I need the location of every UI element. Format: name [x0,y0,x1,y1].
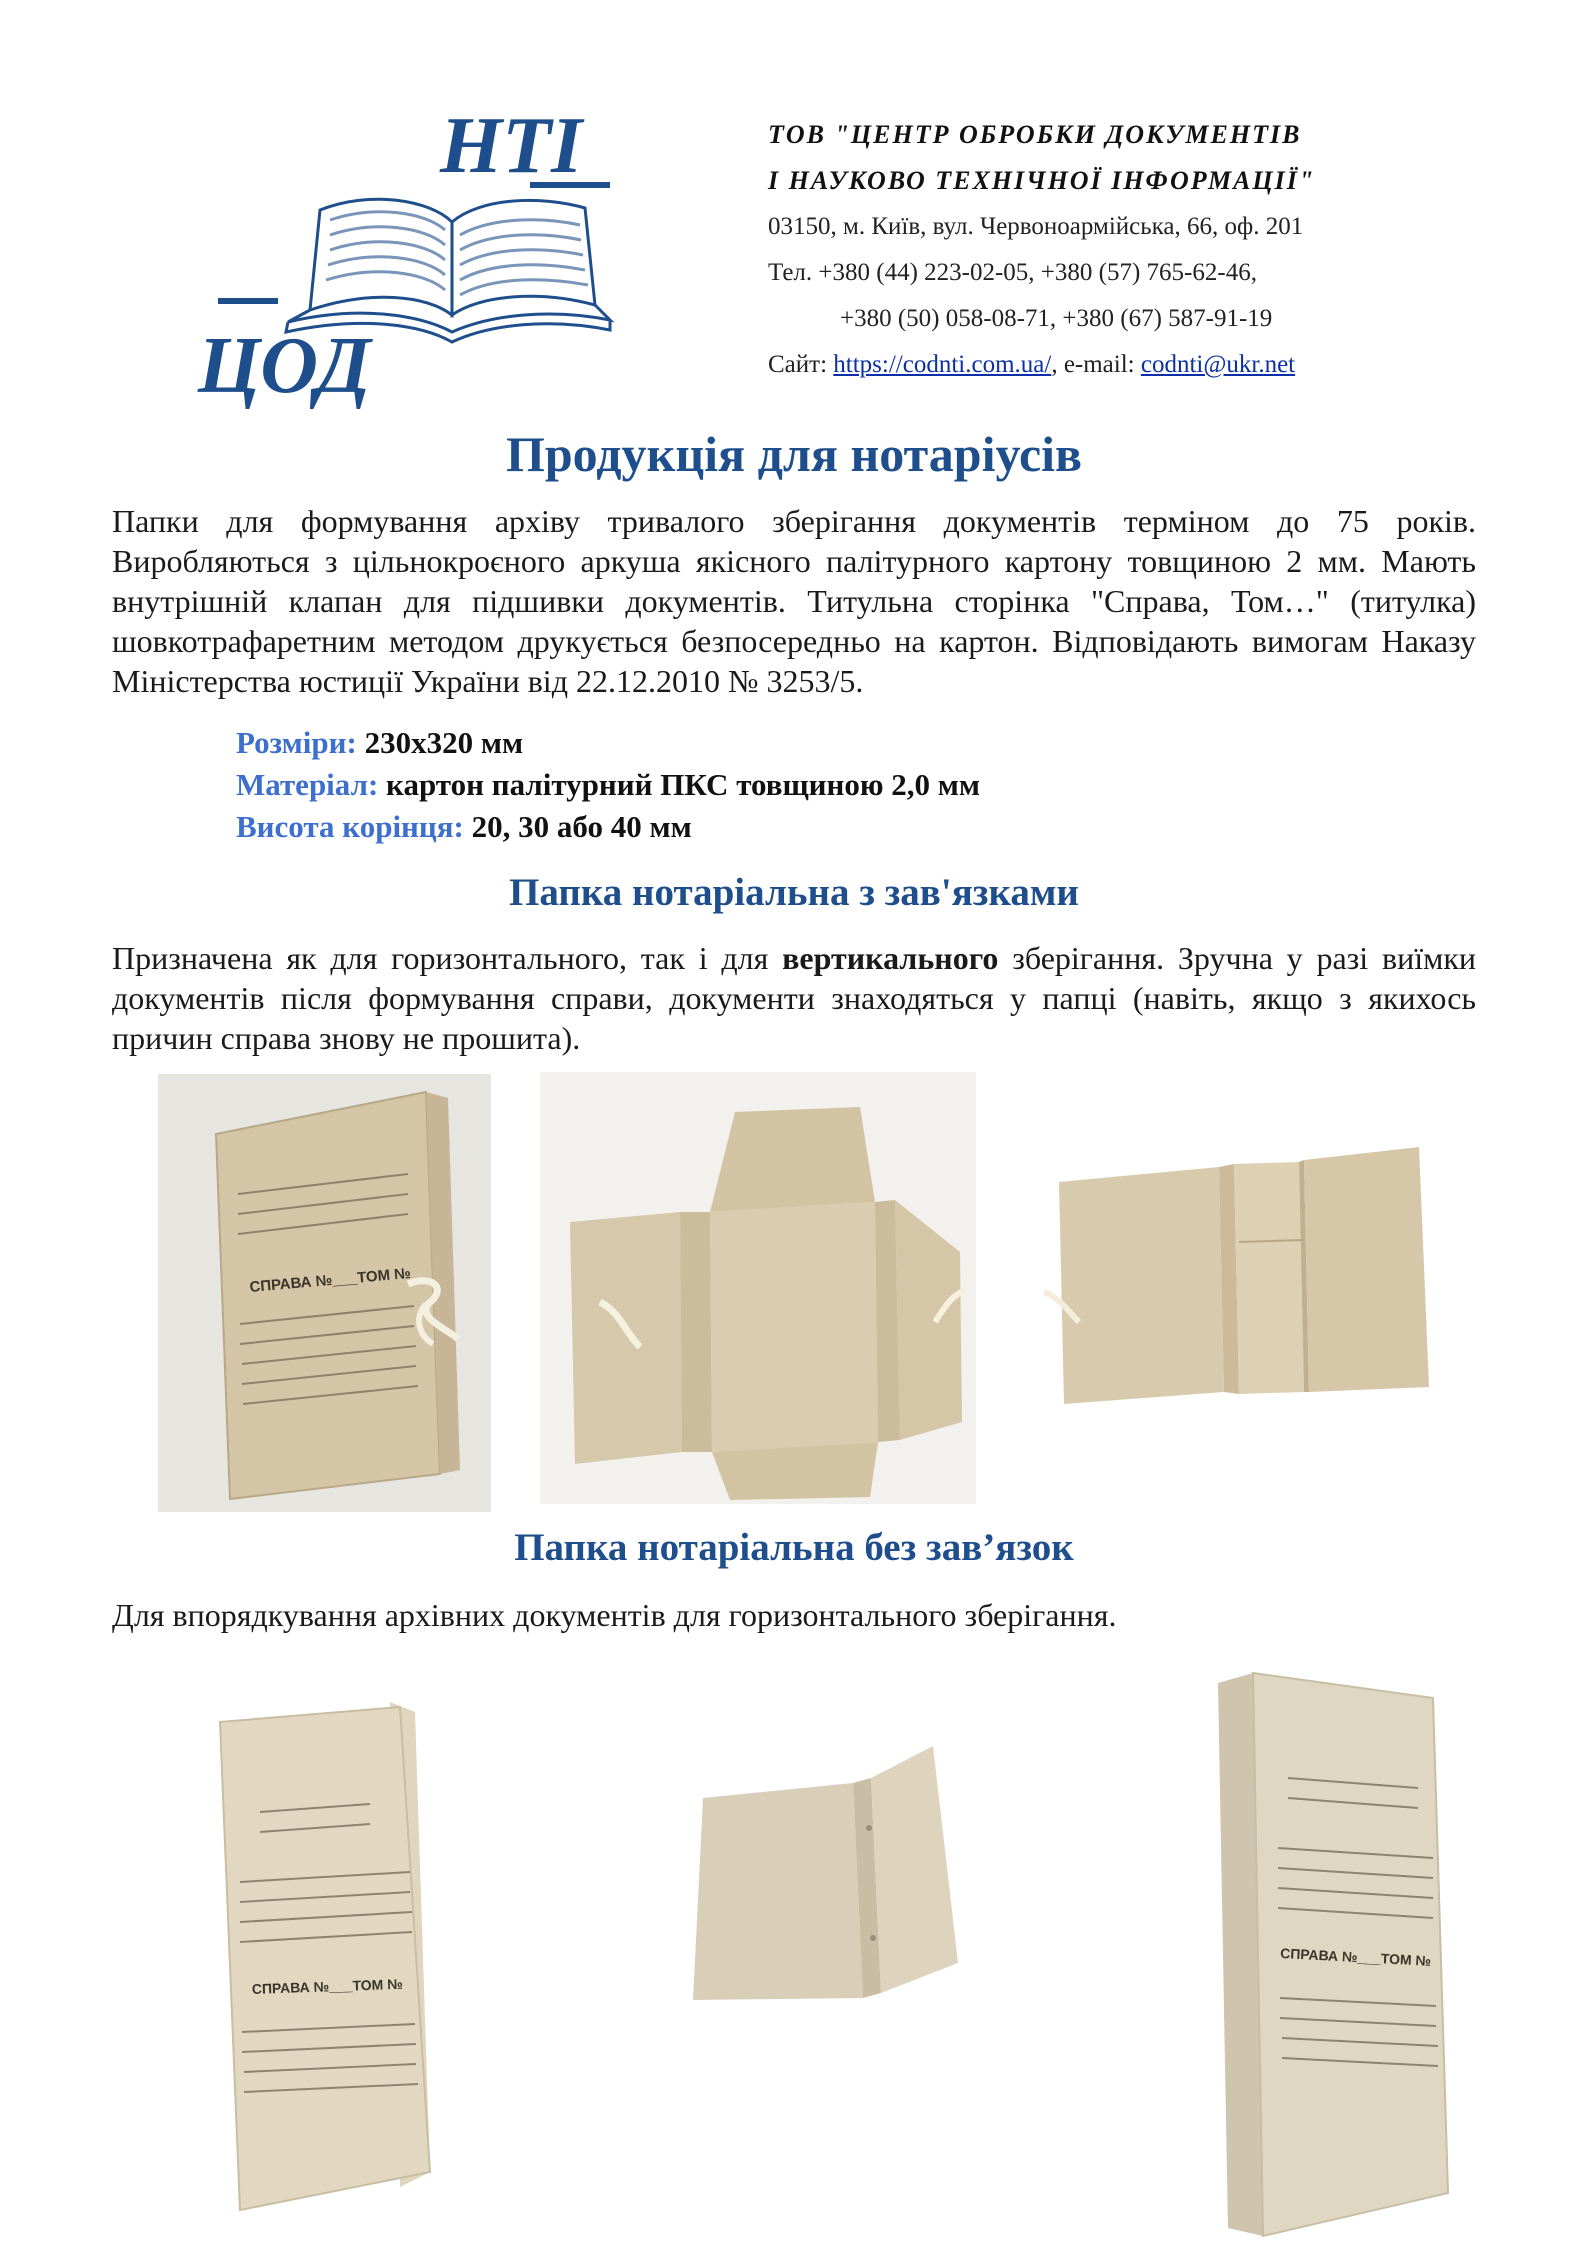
logo-graphic [190,110,630,410]
company-contacts [768,342,1548,388]
section2-paragraph: Для впорядкування архівних документів для горизонтального зберігання. [112,1597,1117,1633]
spec-label: Висота корінця: [236,809,464,844]
folder-volume-label: ТОМ № [1380,1950,1432,1969]
spec-value: 230х320 мм [364,725,524,760]
site-label: Сайт: [768,351,834,378]
spec-material [236,764,980,806]
section1-paragraph [112,938,1476,1058]
photo-folder-without-ties-side [1218,1668,1468,2240]
spec-value: картон палітурний ПКС товщиною 2,0 мм [386,767,981,802]
spec-label: Матеріал: [236,767,379,802]
svg-text:СПРАВА №___ТОМ №: СПРАВА №___ТОМ № [251,1975,404,1997]
folder-case-label: СПРАВА № [1279,1945,1358,1966]
folder-case-label: СПРАВА № [251,1978,330,1997]
photo-folder-without-ties-open [683,1738,973,2028]
email-label: , e-mail: [1051,351,1141,378]
company-logo [190,110,630,410]
specs-list [236,722,980,848]
company-phones-line2: +380 (50) 058-08-71, +380 (67) 587-91-19 [840,305,1273,332]
logo-top-text: НТІ [440,110,583,190]
company-info [768,112,1548,388]
company-name-line2: І НАУКОВО ТЕХНІЧНОЇ ІНФОРМАЦІЇ" [768,166,1316,195]
svg-text:СПРАВА №___ТОМ №: СПРАВА №___ТОМ № [248,1264,412,1296]
company-address: 03150, м. Київ, вул. Червоноармійська, 66, оф. 201 [768,213,1304,240]
spec-size [236,722,980,764]
book-icon [286,199,610,342]
company-name-line1: ТОВ "ЦЕНТР ОБРОБКИ ДОКУМЕНТІВ [768,120,1302,149]
photo-folder-with-ties-open-angled [1034,1122,1442,1422]
folder-volume-label: ТОМ № [356,1264,412,1287]
intro-paragraph: Папки для формування архіву тривалого зберігання документів терміном до 75 років. Виробляються з цільнокроєного аркуша якісного палітурного картону товщиною 2 мм. Мають внутрішній клапан для підшивки документів. Титульна сторінка "Справа, Том…" (титулка) шовкотрафаретним методом друкується безпосередньо на картон. Відповідають вимогам Наказу Міністерства юстиції України від 22.12.2010 № 3253/5. [112,503,1476,699]
spec-value: 20, 30 або 40 мм [471,809,692,844]
folder-volume-label: ТОМ № [352,1975,404,1994]
svg-text:СПРАВА №___ТОМ №: СПРАВА №___ТОМ № [1279,1945,1432,1969]
email-link[interactable]: codnti@ukr.net [1140,351,1296,378]
section2-title: Папка нотаріальна без зав’язок [514,1526,1074,1569]
logo-bottom-text: ЦОД [198,322,371,410]
section1-text-bold: вертикального [782,940,999,976]
folder-case-label: СПРАВА № [248,1271,333,1296]
section1-text-start: Призначена як для горизонтального, так і для [112,940,783,976]
page-title: Продукція для нотаріусів [505,426,1083,482]
photo-folder-without-ties-front [200,1682,500,2220]
spec-spine-height [236,806,980,848]
photo-folder-with-ties-open-flat [540,1072,976,1504]
spec-label: Розміри: [236,725,357,760]
section1-title: Папка нотаріальна з зав'язками [509,871,1079,914]
photo-folder-with-ties-closed [158,1074,491,1512]
site-link[interactable]: https://codnti.com.ua/ [833,351,1052,378]
section1-text-end: зберігання. Зручна у разі виїмки документів після формування справи, документи знаходяться у папці (навіть, якщо з якихось причин справа знову не прошита). [112,940,1477,1056]
company-phones-line1: Тел. +380 (44) 223-02-05, +380 (57) 765-62-46, [768,259,1257,286]
